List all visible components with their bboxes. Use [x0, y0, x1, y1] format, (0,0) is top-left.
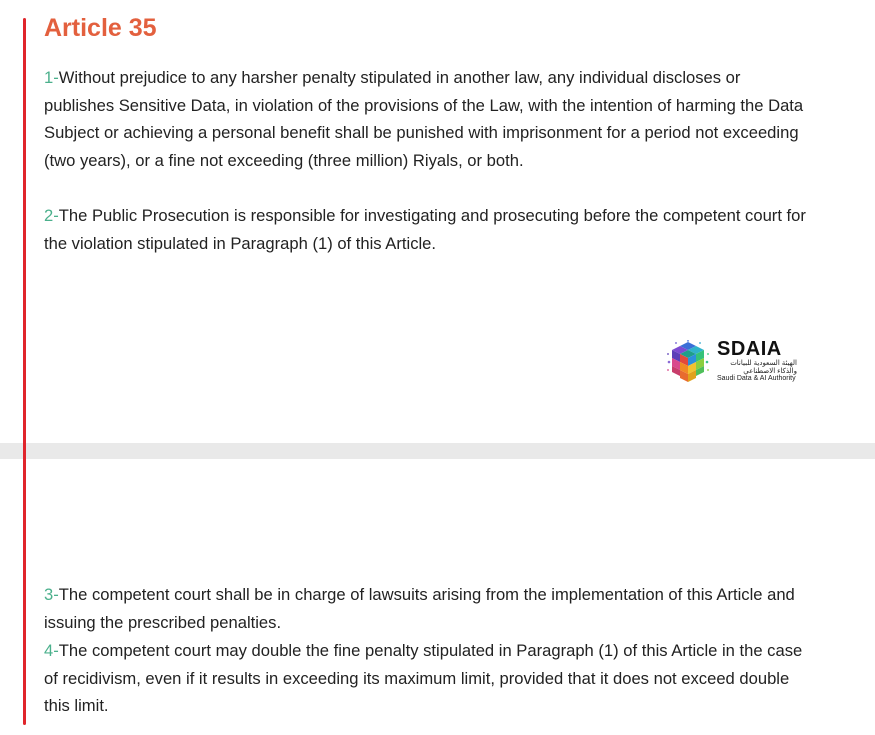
- paragraph-2: [44, 202, 814, 257]
- paragraph-number: 2-: [44, 206, 59, 225]
- logo-english-name: Saudi Data & AI Authority: [717, 375, 796, 382]
- sdaia-logo-mark-icon: [666, 340, 710, 384]
- page-separator: [0, 443, 875, 459]
- paragraph-text: The competent court shall be in charge of lawsuits arising from the implementation of this Article and issuing the prescribed penalties.: [44, 585, 795, 632]
- logo-name: SDAIA: [717, 338, 782, 360]
- paragraph-number: 4-: [44, 641, 59, 660]
- paragraph-1: [44, 64, 814, 174]
- article-title: Article 35: [44, 14, 157, 42]
- paragraph-number: 3-: [44, 585, 59, 604]
- paragraph-number: 1-: [44, 68, 59, 87]
- sdaia-logo: [666, 338, 806, 386]
- annotation-line: [23, 18, 26, 725]
- paragraph-4: [44, 637, 814, 720]
- paragraph-text: Without prejudice to any harsher penalty stipulated in another law, any individual discloses or publishes Sensitive Data, in violation of the provisions of the Law, with the intention of harming the Data Subject or achieving a personal benefit shall be punished with imprisonment for a period not exceeding (two years), or a fine not exceeding (three million) Riyals, or both.: [44, 68, 804, 170]
- logo-arabic-name: الهيئة السعودية للبيانات والذكاء الاصطناعي: [730, 360, 797, 375]
- paragraph-text: The Public Prosecution is responsible for investigating and prosecuting before the competent court for the violation stipulated in Paragraph (1) of this Article.: [44, 206, 806, 253]
- paragraph-3: [44, 581, 814, 636]
- document-page-2: [0, 459, 875, 735]
- paragraph-text: The competent court may double the fine penalty stipulated in Paragraph (1) of this Article in the case of recidivism, even if it results in exceeding its maximum limit, provided that it does not exceed double this limit.: [44, 641, 803, 716]
